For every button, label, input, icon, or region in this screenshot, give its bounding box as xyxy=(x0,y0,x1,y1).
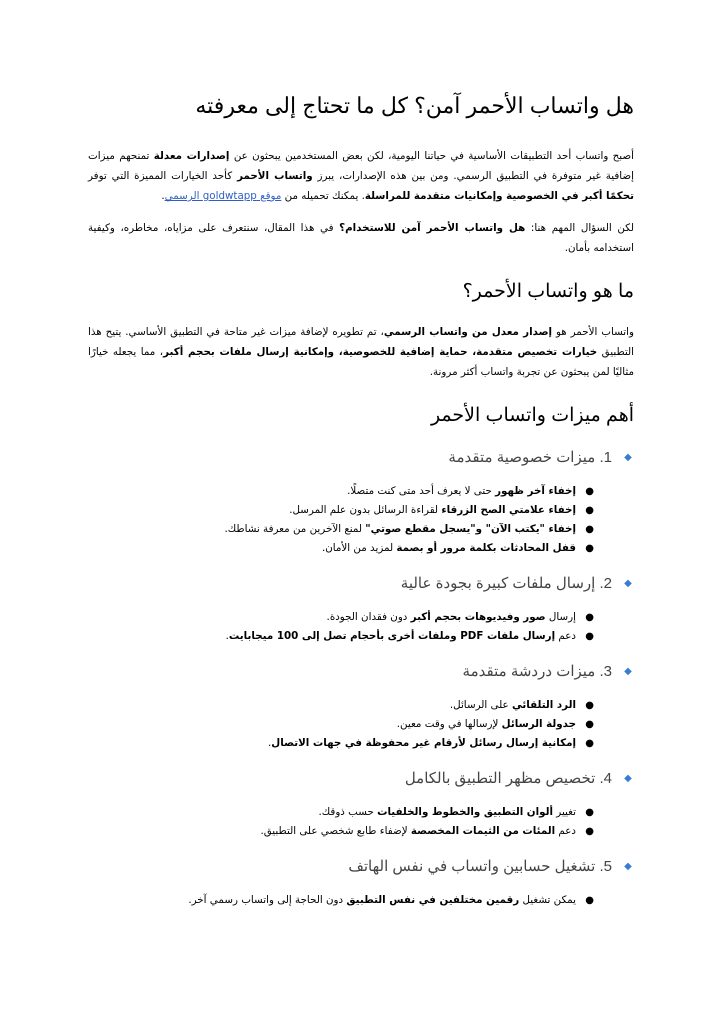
list-item xyxy=(88,520,594,539)
diamond-icon: ◆ xyxy=(624,860,632,872)
question-paragraph xyxy=(88,218,634,258)
list-item xyxy=(88,501,594,520)
bullet-icon: ● xyxy=(585,543,594,554)
feature-heading-large-files xyxy=(88,572,634,594)
list-item xyxy=(88,608,594,627)
item-prefix: تغيير xyxy=(552,806,576,818)
feature-title: 4. تخصيص مظهر التطبيق بالكامل xyxy=(404,770,612,787)
list-item xyxy=(88,891,594,910)
item-prefix: إرسال xyxy=(545,611,576,623)
item-text: . xyxy=(225,630,229,642)
what-is-text-2: ، تم تطويره لإضافة ميزات غير متاحة في التطبيق الأساسي. يتيح هذا التطبيق xyxy=(88,326,634,358)
diamond-icon: ◆ xyxy=(624,451,632,463)
intro-text-3: كأحد الخيارات المميزة التي توفر xyxy=(88,170,238,182)
list-item xyxy=(88,715,594,734)
bullet-icon: ● xyxy=(585,719,594,730)
section-heading-what-is: ما هو واتساب الأحمر؟ xyxy=(462,281,634,302)
bullet-icon: ● xyxy=(585,612,594,623)
list-item xyxy=(88,482,594,501)
bullet-icon: ● xyxy=(585,700,594,711)
item-text: . xyxy=(268,737,272,749)
diamond-icon: ◆ xyxy=(624,772,632,784)
intro-bold-2: واتساب الأحمر xyxy=(237,170,313,182)
list-item xyxy=(88,822,594,841)
feature-list-large-files xyxy=(88,608,634,646)
official-site-link[interactable]: موقع goldwtapp الرسمي xyxy=(164,190,282,202)
item-bold: الرد التلقائي xyxy=(511,699,576,711)
feature-heading-appearance xyxy=(88,767,634,789)
what-is-paragraph xyxy=(88,322,634,382)
what-is-bold-1: إصدار معدل من واتساب الرسمي xyxy=(383,326,553,338)
item-text: لمنع الآخرين من معرفة نشاطك. xyxy=(224,523,366,535)
list-item xyxy=(88,539,594,558)
intro-text-1: أصبح واتساب أحد التطبيقات الأساسية في حياتنا اليومية، لكن بعض المستخدمين يبحثون عن xyxy=(229,150,635,162)
list-item xyxy=(88,734,594,753)
item-bold: إرسال ملفات PDF وملفات أخرى بأحجام تصل إلى 100 ميجابايت xyxy=(228,630,556,642)
question-bold: هل واتساب الأحمر آمن للاستخدام؟ xyxy=(339,222,526,234)
item-text: دون الحاجة إلى واتساب رسمي آخر. xyxy=(188,894,347,906)
bullet-icon: ● xyxy=(585,524,594,535)
feature-heading-privacy xyxy=(88,446,634,468)
what-is-bold-2: خيارات تخصيص متقدمة، حماية إضافية للخصوصية، وإمكانية إرسال ملفات بحجم أكبر xyxy=(163,346,598,358)
item-text: حتى لا يعرف أحد متى كنت متصلًا. xyxy=(347,485,496,497)
item-prefix: دعم xyxy=(555,630,576,642)
item-bold: ألوان التطبيق والخطوط والخلفيات xyxy=(377,806,553,818)
feature-title: 1. ميزات خصوصية متقدمة xyxy=(448,449,612,466)
diamond-icon: ◆ xyxy=(624,577,632,589)
what-is-text-1: واتساب الأحمر هو xyxy=(552,326,634,338)
feature-list-chat xyxy=(88,696,634,753)
list-item xyxy=(88,696,594,715)
item-text: لإرسالها في وقت معين. xyxy=(396,718,502,730)
feature-list-privacy xyxy=(88,482,634,558)
feature-heading-dual-accounts xyxy=(88,855,634,877)
article xyxy=(88,92,634,924)
question-text-1: لكن السؤال المهم هنا: xyxy=(525,222,635,234)
diamond-icon: ◆ xyxy=(624,665,632,677)
item-text: على الرسائل. xyxy=(449,699,512,711)
bullet-icon: ● xyxy=(585,826,594,837)
item-bold: إخفاء "يكتب الآن" و"يسجل مقطع صوتي" xyxy=(365,523,576,535)
item-bold: المئات من الثيمات المخصصة xyxy=(410,825,556,837)
feature-heading-chat xyxy=(88,660,634,682)
item-bold: صور وفيديوهات بحجم أكبر xyxy=(410,611,546,623)
item-bold: إخفاء آخر ظهور xyxy=(495,485,576,497)
intro-bold-3: تحكمًا أكبر في الخصوصية وإمكانيات متقدمة للمراسلة xyxy=(364,190,634,202)
bullet-icon: ● xyxy=(585,895,594,906)
item-bold: إمكانية إرسال رسائل لأرقام غير محفوظة في جهات الاتصال xyxy=(271,737,576,749)
item-text: دون فقدان الجودة. xyxy=(326,611,411,623)
feature-title: 2. إرسال ملفات كبيرة بجودة عالية xyxy=(400,575,612,592)
bullet-icon: ● xyxy=(585,505,594,516)
bullet-icon: ● xyxy=(585,631,594,642)
item-bold: جدولة الرسائل xyxy=(501,718,576,730)
item-bold: قفل المحادثات بكلمة مرور أو بصمة xyxy=(396,542,576,554)
section-heading-features: أهم ميزات واتساب الأحمر xyxy=(430,405,634,426)
intro-text-5: . xyxy=(161,190,165,202)
list-item xyxy=(88,627,594,646)
intro-text-2: تمنحهم ميزات إضافية غير متوفرة في التطبيق الرسمي. ومن بين هذه الإصدارات، يبرز xyxy=(88,150,635,182)
bullet-icon: ● xyxy=(585,738,594,749)
item-bold: رقمين مختلفين في نفس التطبيق xyxy=(346,894,520,906)
question-text-2: في هذا المقال، سنتعرف على مزاياه، مخاطره، وكيفية استخدامه بأمان. xyxy=(88,222,634,254)
bullet-icon: ● xyxy=(585,486,594,497)
item-text: حسب ذوقك. xyxy=(318,806,378,818)
intro-bold-1: إصدارات معدلة xyxy=(153,150,230,162)
feature-list-appearance xyxy=(88,803,634,841)
intro-paragraph xyxy=(88,146,634,206)
intro-text-4: . يمكنك تحميله من xyxy=(281,190,365,202)
page-title: هل واتساب الأحمر آمن؟ كل ما تحتاج إلى معرفته xyxy=(195,93,634,118)
item-text: لإضفاء طابع شخصي على التطبيق. xyxy=(260,825,411,837)
item-prefix: دعم xyxy=(555,825,576,837)
item-bold: إخفاء علامتي الصح الزرقاء xyxy=(441,504,576,516)
feature-list-dual-accounts xyxy=(88,891,634,910)
list-item xyxy=(88,803,594,822)
item-prefix: يمكن تشغيل xyxy=(519,894,576,906)
feature-title: 5. تشغيل حسابين واتساب في نفس الهاتف xyxy=(348,858,612,875)
feature-title: 3. ميزات دردشة متقدمة xyxy=(462,663,612,680)
item-text: لمزيد من الأمان. xyxy=(321,542,397,554)
item-text: لقراءة الرسائل بدون علم المرسل. xyxy=(289,504,442,516)
what-is-text-3: ، مما يجعله خيارًا مثاليًا لمن يبحثون عن تجربة واتساب أكثر مرونة. xyxy=(88,346,634,378)
bullet-icon: ● xyxy=(585,807,594,818)
